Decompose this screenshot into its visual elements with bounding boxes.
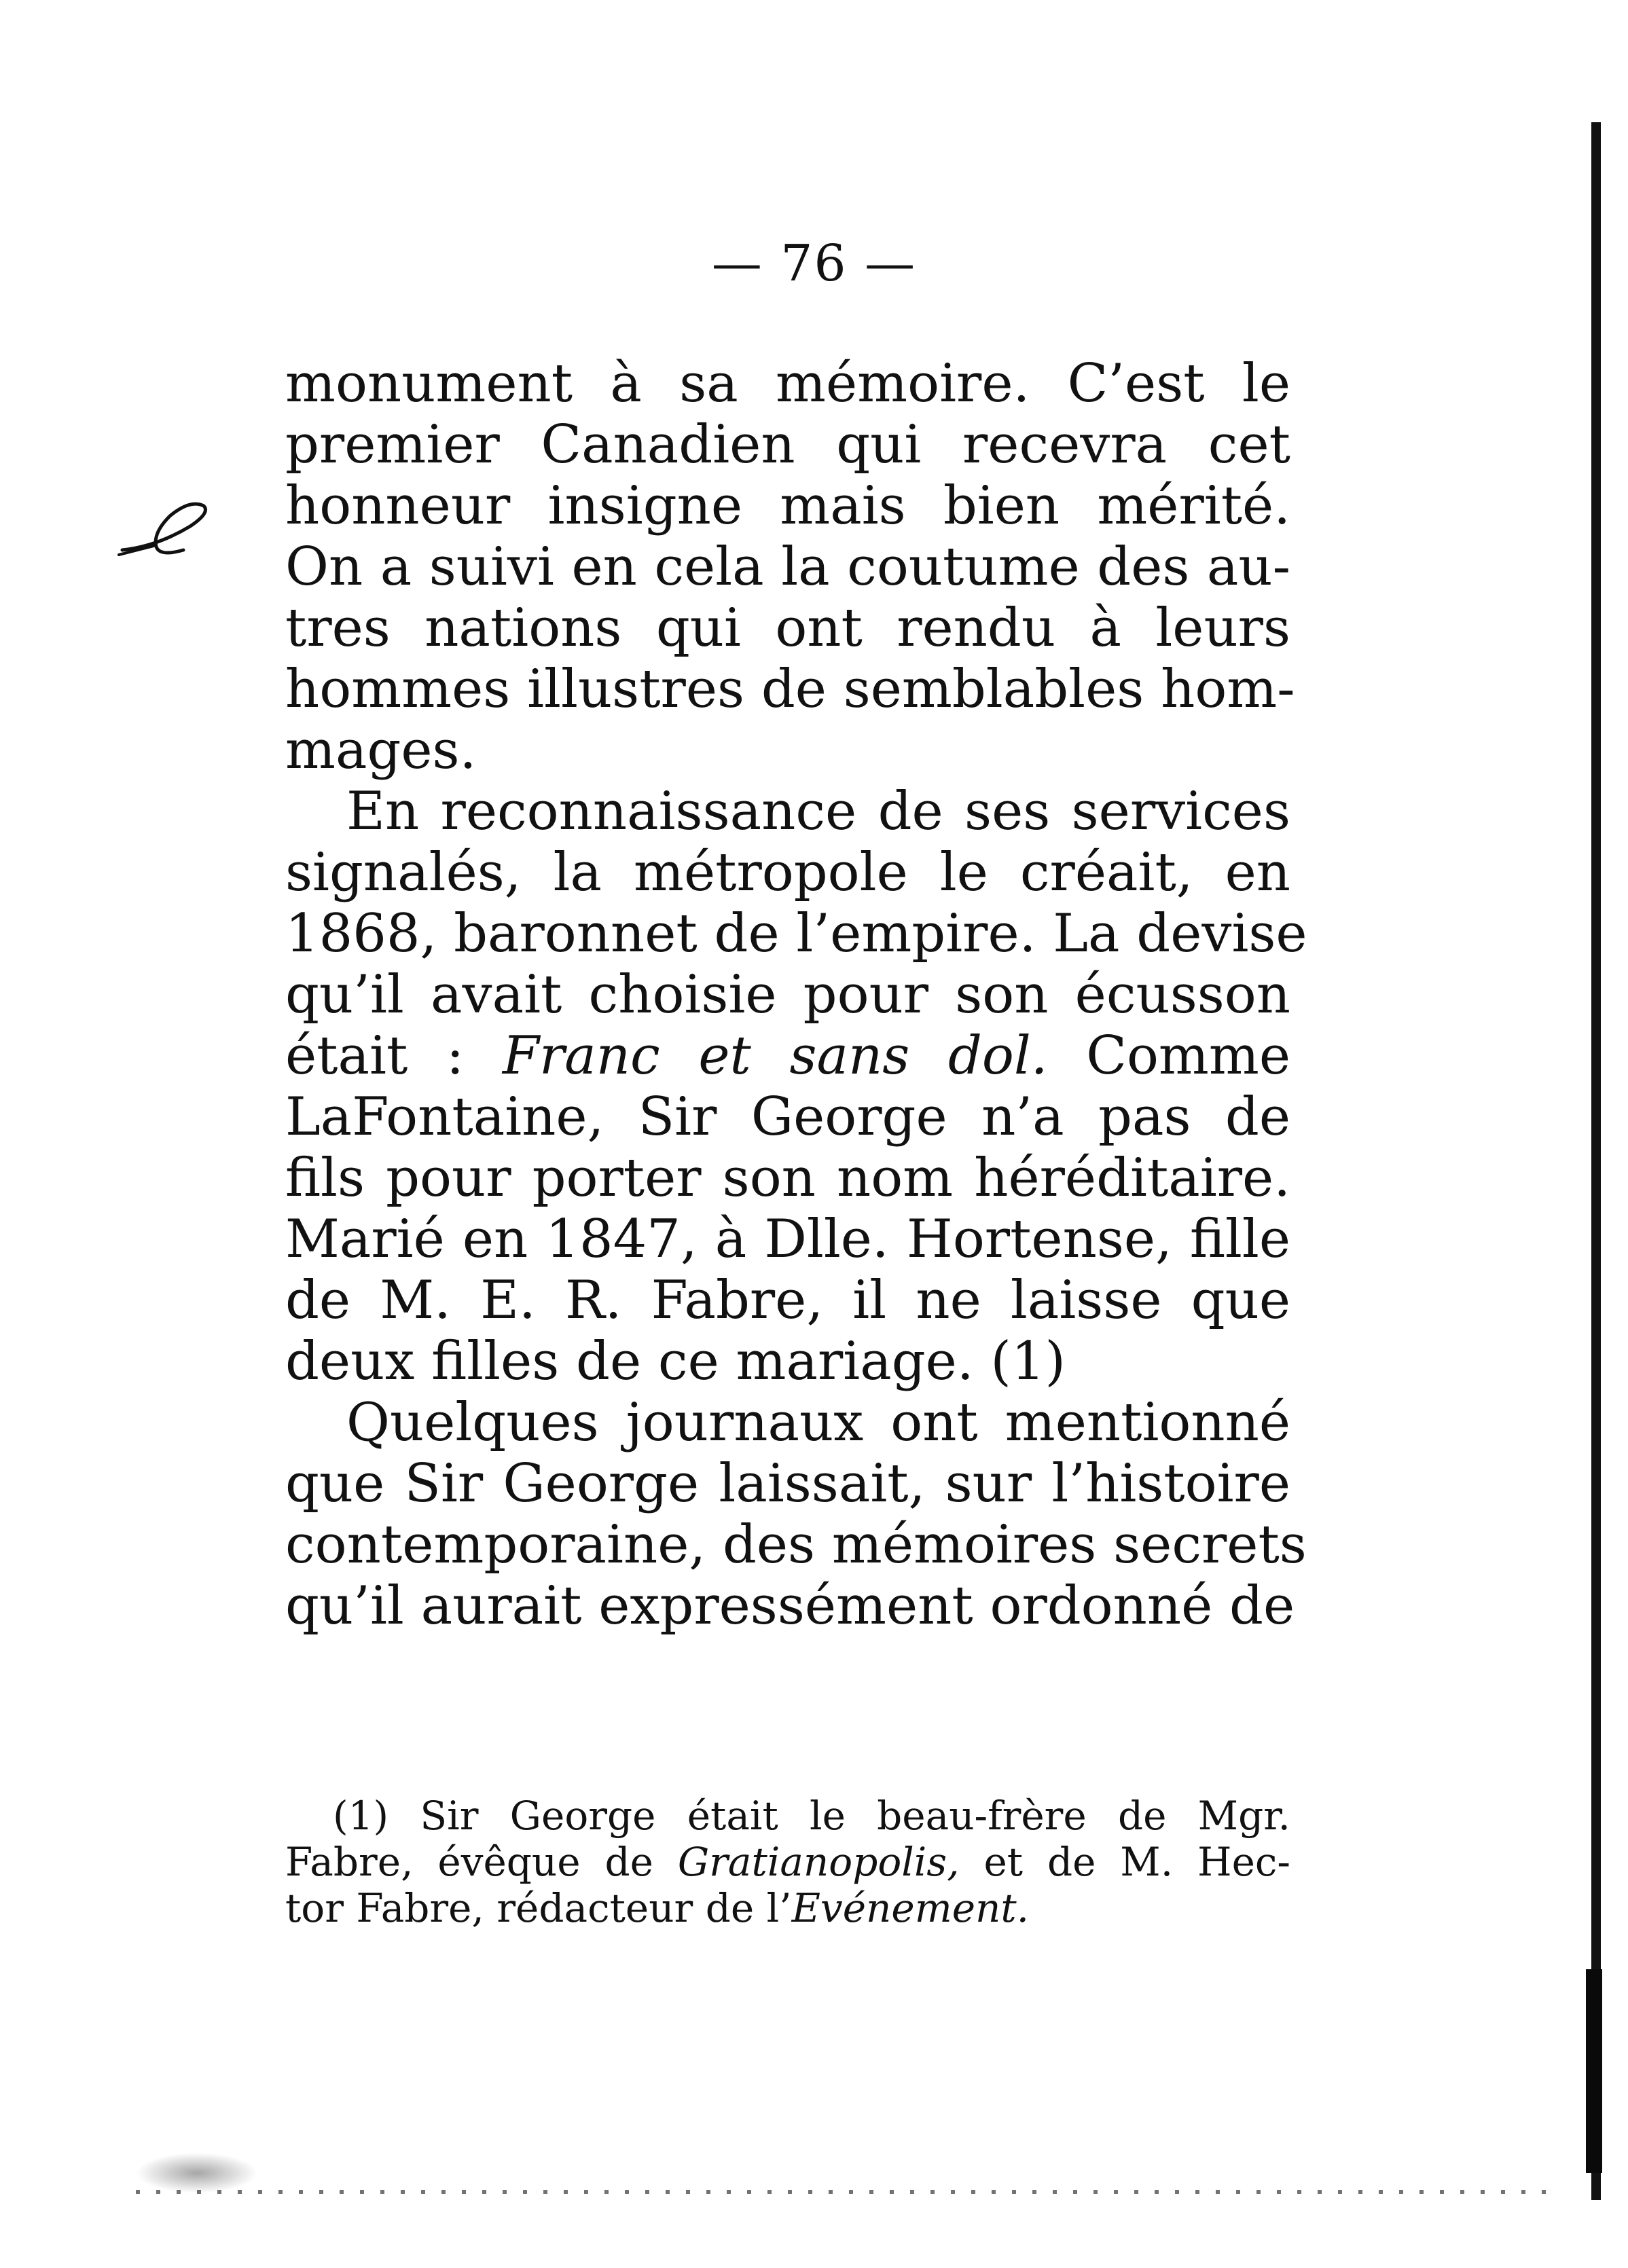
text-line: tres nations qui ont rendu à leurs	[285, 598, 1290, 659]
text-line: On a suivi en cela la coutume des au-	[285, 536, 1290, 598]
text-line: Quelques journaux ont mentionné	[346, 1392, 1290, 1453]
text-line: qu’il avait choisie pour son écusson	[285, 964, 1290, 1025]
text-line: premier Canadien qui recevra cet	[285, 414, 1290, 475]
text-line: 1868, baronnet de l’empire. La devise	[285, 903, 1307, 964]
text-line: Marié en 1847, à Dlle. Hortense, fille	[285, 1209, 1290, 1270]
text-line: hommes illustres de semblables hom-	[285, 659, 1295, 720]
ink-smudge	[136, 2153, 258, 2193]
page-binding-shadow	[1586, 1969, 1602, 2173]
footnote-line: (1) Sir George était le beau-frère de Mgr.	[333, 1793, 1290, 1839]
footnote-line	[285, 1885, 1290, 1931]
text-line: contemporaine, des mémoires secrets	[285, 1514, 1307, 1575]
text-line: qu’il aurait expressément ordonné de	[285, 1575, 1295, 1636]
motto-text: Franc et sans dol.	[502, 1025, 1048, 1086]
footnote-text: tor Fabre, rédacteur de l’	[285, 1885, 792, 1931]
text-line: fils pour porter son nom héréditaire.	[285, 1148, 1290, 1209]
text-line-motto	[285, 1025, 1290, 1086]
text-line: En reconnaissance de ses services	[346, 781, 1290, 842]
page-binding-edge	[1591, 122, 1601, 2200]
footnote-italic: Evénement.	[791, 1885, 1030, 1931]
footnote-italic: Gratianopolis,	[677, 1839, 960, 1885]
text-line: de M. E. R. Fabre, il ne laisse que	[285, 1270, 1290, 1331]
footnote	[285, 1793, 1290, 1931]
text-line: deux filles de ce mariage. (1)	[285, 1331, 1066, 1392]
text-line: mages.	[285, 720, 477, 781]
main-text	[285, 353, 1307, 1636]
text-line: monument à sa mémoire. C’est le	[285, 353, 1290, 414]
text-line: que Sir George laissait, sur l’histoire	[285, 1453, 1290, 1514]
footnote-text: et de M. Hec-	[983, 1839, 1290, 1885]
page-number: — 76 —	[711, 234, 917, 293]
footnote-text: Fabre, évêque de	[285, 1839, 653, 1885]
motto-lead: était :	[285, 1025, 465, 1086]
footnote-line	[285, 1839, 1290, 1885]
text-line: signalés, la métropole le créait, en	[285, 842, 1290, 903]
page-bottom-edge	[136, 2190, 1546, 2194]
text-line: honneur insigne mais bien mérité.	[285, 475, 1290, 536]
text-line: LaFontaine, Sir George n’a pas de	[285, 1086, 1290, 1148]
motto-tail: Comme	[1086, 1025, 1290, 1086]
handwritten-margin-mark	[115, 499, 217, 560]
